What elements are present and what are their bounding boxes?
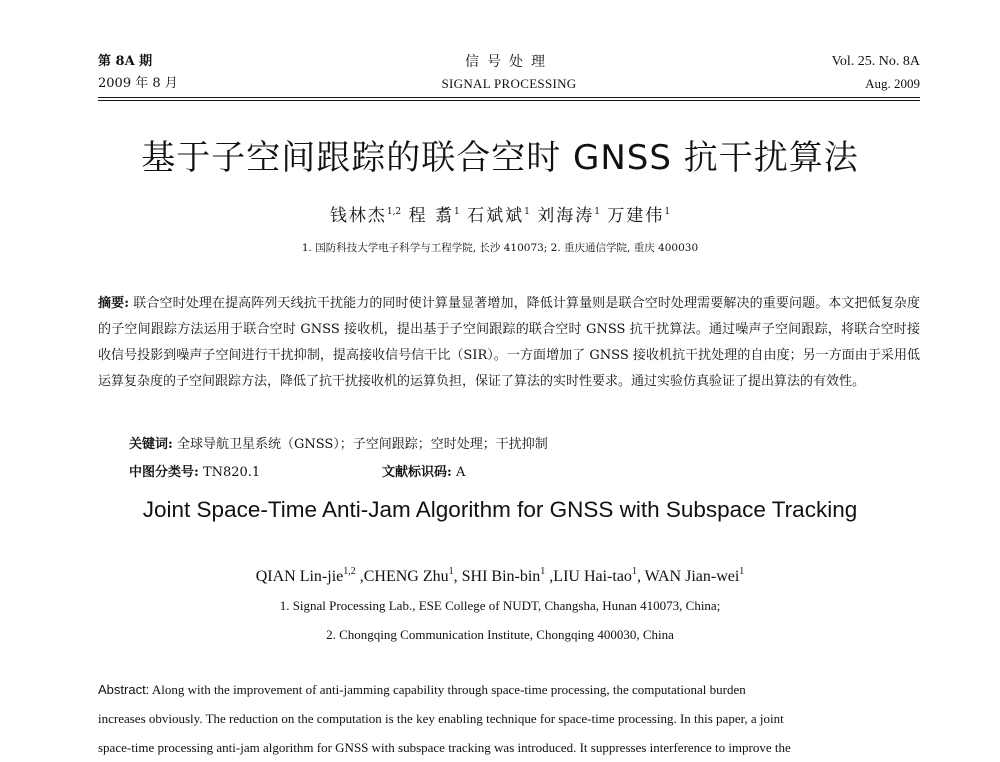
author-separator: , [355, 568, 364, 585]
doc-code-label: 文献标识码: [382, 465, 452, 480]
header-rule [98, 97, 920, 98]
abstract-cn [98, 291, 920, 395]
keywords-label-cn: 关键词: [129, 437, 173, 452]
author-en: LIU Hai-tao [553, 568, 632, 585]
author-en: SHI Bin-bin [461, 568, 541, 585]
affiliation-en-1: 1. Signal Processing Lab., ESE College of NUDT, Changsha, Hunan 410073, China; [279, 598, 721, 613]
issue-date: 2009 年 8 月 [98, 76, 178, 91]
abstract-en-line: increases obviously. The reduction on the computation is the key enabling technique for space-time processing. In this paper, a joint [98, 711, 784, 726]
volume-info: Vol. 25. No. 8A [831, 54, 920, 69]
author-cn: 石斌斌 [467, 206, 525, 226]
journal-name-cn: 信号处理 [465, 54, 553, 70]
paper-title-en: Joint Space-Time Anti-Jam Algorithm for GNSS with Subspace Tracking [142, 497, 858, 522]
keywords-text-cn: 全球导航卫星系统（GNSS）；子空间跟踪；空时处理；干扰抑制 [172, 437, 548, 452]
author-en: QIAN Lin-jie [255, 568, 344, 585]
abstract-label-en: Abstract: [98, 682, 150, 697]
abstract-text-cn: 联合空时处理在提高阵列天线抗干扰能力的同时使计算量显著增加，降低计算量则是联合空时处理需要解决的重要问题。本文把低复杂度的子空间跟踪方法运用于联合空时 GNSS 接收机，提出基于子空间跟踪的联合空时 GNSS 抗干扰算法。通过噪声子空间跟踪，将联合空时接收信号投影到噪声子空间进行干扰抑制，提高接收信号信干比（SIR）。一方面增加了 GNSS 接收机抗干扰处理的自由度；另一方面由于采用低运算复杂度的子空间跟踪方法，降低了抗干扰接收机的运算负担，保证了算法的实时性要求。通过实验仿真验证了提出算法的有效性。 [98, 296, 920, 389]
abstract-en-line: space-time processing anti-jam algorithm for GNSS with subspace tracking was introduced. It suppresses interference to improve the [98, 740, 791, 755]
abstract-en-text: Along with the improvement of anti-jamming capability through space-time processing, the computational burden [149, 682, 746, 697]
author-separator: , [453, 568, 462, 585]
author-affil-mark: 1 [739, 566, 745, 577]
affiliation-cn: 1. 国防科技大学电子科学与工程学院, 长沙 410073; 2. 重庆通信学院, 重庆 400030 [301, 242, 699, 254]
abstract-en-line [98, 675, 920, 704]
abstract-en [98, 675, 920, 762]
author-affil-mark: 1 [594, 207, 600, 217]
journal-name-en: SIGNAL PROCESSING [441, 76, 577, 91]
header-rule-thin [98, 100, 920, 101]
author-list-cn [0, 201, 1000, 226]
abstract-label-cn: 摘要: [98, 296, 130, 311]
author-separator: , [545, 568, 554, 585]
clc-number [129, 461, 260, 480]
paper-title-cn: 基于子空间跟踪的联合空时 GNSS 抗干扰算法 [141, 138, 859, 178]
author-separator: , [636, 568, 645, 585]
author-affil-mark: 1,2 [343, 566, 356, 577]
author-en: CHENG Zhu [363, 568, 449, 585]
author-affil-mark: 1 [631, 566, 637, 577]
author-affil-mark: 1 [453, 207, 460, 217]
author-cn: 程 翥 [408, 206, 454, 226]
author-affil-mark: 1 [524, 207, 530, 217]
author-en: WAN Jian-wei [644, 568, 740, 585]
author-affil-mark: 1 [664, 207, 671, 217]
author-cn: 万建伟 [607, 206, 665, 226]
author-cn: 刘海涛 [537, 206, 595, 226]
clc-label: 中图分类号: [129, 465, 199, 480]
issue-month-en: Aug. 2009 [865, 76, 920, 91]
author-list-en [0, 566, 1000, 586]
author-affil-mark: 1 [540, 566, 546, 577]
affiliation-en-2: 2. Chongqing Communication Institute, Chongqing 400030, China [326, 627, 674, 642]
author-affil-mark: 1 [448, 566, 454, 577]
running-header [98, 54, 920, 98]
document-code [382, 461, 465, 480]
author-cn: 钱林杰 [329, 206, 387, 226]
author-affil-mark: 1,2 [386, 207, 402, 217]
issue-number: 第 8A 期 [98, 54, 153, 69]
doc-code-value: A [451, 465, 466, 480]
keywords-cn [129, 433, 548, 452]
clc-value: TN820.1 [198, 465, 261, 480]
